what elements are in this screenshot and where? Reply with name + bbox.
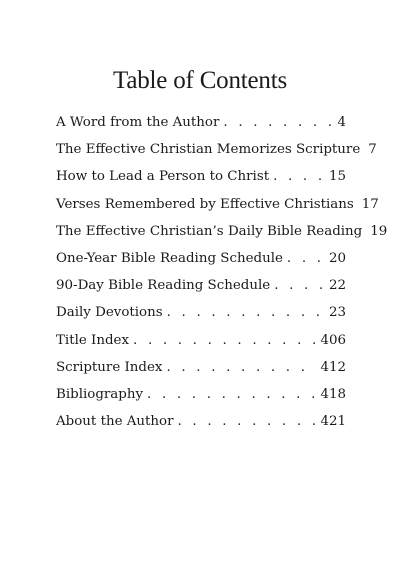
toc-entry-page: 4 [337, 115, 346, 130]
toc-entry-page: 23 [328, 305, 346, 321]
toc-leader-dots [147, 385, 316, 405]
toc-entry-label: Title Index [56, 332, 130, 348]
toc-entry-label: Scripture Index [56, 359, 163, 375]
toc-entry-about-author [56, 412, 346, 439]
toc-entry-label: Bibliography [56, 386, 144, 402]
toc-entry-label: Daily Devotions [56, 305, 163, 321]
toc-entry-label: The Effective Christian’s Daily Bible Reading [56, 223, 363, 239]
toc-entry-label: About the Author [56, 414, 174, 430]
toc-entry-ninety-day-schedule [56, 276, 346, 303]
toc-entry-title-index [56, 331, 346, 358]
toc-entry-page: 19 [370, 223, 388, 239]
toc-leader-dots [287, 249, 325, 269]
toc-entry-label: The Effective Christian Memorizes Scripture [56, 142, 361, 158]
toc-entry-page: 20 [328, 250, 346, 266]
toc-entry-lead-to-christ [56, 167, 346, 194]
toc-entry-page: 7 [368, 142, 377, 158]
toc-entry-page: 412 [320, 359, 346, 375]
toc-leader-dots [167, 303, 325, 323]
toc-entry-label: One-Year Bible Reading Schedule [56, 250, 283, 266]
toc-entry-page: 22 [328, 278, 346, 294]
toc-entry-bibliography [56, 385, 346, 412]
toc-entry-page: 421 [320, 414, 346, 430]
toc-entry-daily-bible-reading [56, 222, 388, 249]
toc-entry-label: How to Lead a Person to Christ [56, 169, 270, 185]
toc-entry-scripture-index [56, 358, 346, 385]
toc-entry-memorizes-scripture [56, 140, 377, 167]
toc-entry-page: 17 [361, 196, 379, 212]
toc-leader-dots [223, 113, 333, 133]
toc-entry-verses-remembered [56, 195, 379, 222]
toc-entry-page: 418 [320, 386, 346, 402]
toc-entry-page: 406 [320, 332, 346, 348]
toc-entry-word-from-author [56, 113, 346, 140]
page-title: Table of Contents [113, 67, 287, 94]
toc-entry-label: Verses Remembered by Effective Christians [56, 196, 354, 212]
toc-leader-dots [166, 358, 316, 378]
toc-entry-label: 90-Day Bible Reading Schedule [56, 278, 271, 294]
toc-entry-label: A Word from the Author [56, 115, 220, 130]
toc-leader-dots [133, 331, 316, 351]
toc-entry-one-year-schedule [56, 249, 346, 276]
toc-entry-page: 15 [328, 169, 346, 185]
toc-list [56, 113, 388, 439]
toc-entry-daily-devotions [56, 303, 346, 330]
toc-leader-dots [178, 412, 317, 432]
toc-leader-dots [274, 276, 325, 296]
toc-leader-dots [273, 167, 325, 187]
